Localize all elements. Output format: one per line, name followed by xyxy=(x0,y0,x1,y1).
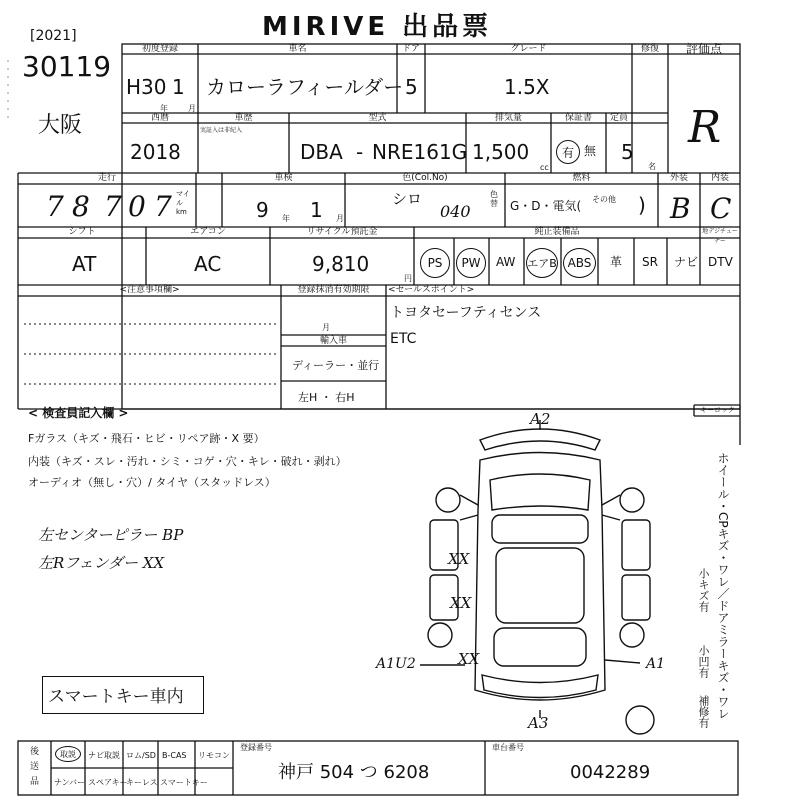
accessory-manual: 取説 xyxy=(55,746,81,762)
accessory-navi-manual: ナビ取説 xyxy=(88,751,120,760)
year-tag: [2021] xyxy=(30,28,77,44)
header-aircon: エアコン xyxy=(190,227,226,237)
score: R xyxy=(688,102,722,153)
sales-point-2: ETC xyxy=(390,331,417,347)
header-grade: グレード xyxy=(510,44,547,54)
header-warranty: 保証書 xyxy=(564,113,592,123)
month-unit: 月 xyxy=(188,104,196,113)
accessory-spare-key: スペアキー xyxy=(88,778,128,787)
year-unit: 年 xyxy=(160,104,168,113)
equipment-navi: ナビ xyxy=(674,255,699,269)
accessory-keyless: キーレス xyxy=(126,778,158,787)
header-frame-number: 車台番号 xyxy=(492,743,524,752)
accessory-rom-sd: ロム/SD xyxy=(126,751,156,760)
capacity: 5 xyxy=(621,140,634,164)
accessory-side-2: 送 xyxy=(30,762,40,772)
reg-number: 神戸 504 つ 6208 xyxy=(278,762,430,783)
header-import: 輸入車 xyxy=(319,336,347,346)
inspection-year-unit: 年 xyxy=(282,214,290,223)
color-number: 040 xyxy=(440,202,471,221)
aircon: AC xyxy=(194,252,222,276)
inspector-note-1: 左センターピラー BP xyxy=(38,526,184,544)
mileage-unit: マイル km xyxy=(176,190,190,216)
equipment-pw: PW xyxy=(456,248,486,278)
region: 大阪 xyxy=(38,113,83,138)
displacement: 1,500 xyxy=(472,140,530,164)
header-caution: <注意事項欄> xyxy=(119,285,180,295)
first-reg-month: 1 xyxy=(172,75,185,99)
mileage-digit-1: 7 xyxy=(46,190,76,223)
inspection-year: 9 xyxy=(256,198,269,222)
header-model: 型式 xyxy=(368,113,387,123)
header-inspection: 車検 xyxy=(274,173,293,183)
header-mileage: 走行 xyxy=(97,173,116,183)
mark-a3: A3 xyxy=(528,714,549,732)
mark-xx-2: XX xyxy=(450,594,472,612)
equipment-abs: ABS xyxy=(563,248,596,278)
persons-unit: 名 xyxy=(648,162,656,171)
car-name: カローラフィールダー xyxy=(206,75,404,99)
inspector-line-glass: Fガラス（キズ・飛石・ヒビ・リペア跡・X 要） xyxy=(28,432,265,445)
equipment-airbag: エアB xyxy=(526,248,558,278)
sales-point-1: トヨタセーフティセンス xyxy=(390,305,542,321)
import-type: ディーラー・並行 xyxy=(292,359,380,372)
yen-unit: 円 xyxy=(404,274,412,283)
inspection-month-unit: 月 xyxy=(336,214,344,223)
accessory-remote: リモコン xyxy=(198,751,230,760)
fuel-other: その他 xyxy=(592,195,616,204)
grade: 1.5X xyxy=(504,75,550,99)
warranty-no: 無 xyxy=(584,144,597,158)
recycle-fee: 9,810 xyxy=(312,252,370,276)
mileage-digit-4: 0 xyxy=(128,190,146,223)
color-change: 色替 xyxy=(490,190,498,208)
accessory-side-1: 後 xyxy=(30,747,40,757)
header-recycle: リサイクル預託金 xyxy=(306,227,378,237)
model-prefix: DBA xyxy=(300,140,343,164)
keylock-label: キーロック xyxy=(700,406,735,414)
document-title: MIRIVE 出品票 xyxy=(262,12,493,42)
right-side-small-2: 小凹有 xyxy=(697,645,710,678)
mileage-digit-3: 7 xyxy=(104,190,122,223)
inspector-line-audio: オーディオ（無し・穴）/ タイヤ（スタッドレス） xyxy=(28,476,276,489)
header-exterior: 外装 xyxy=(669,173,688,183)
mileage-digit-5: 7 xyxy=(154,190,172,223)
inspector-header: < 検査員記入欄 > xyxy=(28,406,129,420)
header-equipment: 純正装備品 xyxy=(534,227,580,237)
color: シロ xyxy=(392,190,423,208)
right-side-small-3: 補修有 xyxy=(697,695,710,728)
header-shift: シフト xyxy=(68,227,96,237)
model-dash: - xyxy=(356,140,364,164)
mileage-digit-2: 8 xyxy=(72,190,90,223)
header-interior: 内装 xyxy=(710,173,729,183)
equipment-leather: 革 xyxy=(610,255,623,269)
mark-a1: A1 xyxy=(646,656,666,672)
inspection-month: 1 xyxy=(310,198,323,222)
lot-number: 30119 xyxy=(22,50,112,83)
equipment-ps: PS xyxy=(420,248,450,278)
header-history: 車歴 xyxy=(234,113,253,123)
mark-xx-3: XX xyxy=(458,650,480,668)
mark-a2: A2 xyxy=(530,410,551,428)
fuel-close: ) xyxy=(638,193,646,217)
mark-xx-1: XX xyxy=(448,550,470,568)
frame-number: 0042289 xyxy=(570,762,651,783)
doors: 5 xyxy=(405,75,418,99)
header-score: 評価点 xyxy=(685,42,722,56)
history-note: 実証入は非紀入 xyxy=(200,127,243,134)
fuel: G・D・電気( xyxy=(510,199,582,213)
header-capacity: 定員 xyxy=(609,113,628,123)
western-year: 2018 xyxy=(130,140,181,164)
shift: AT xyxy=(72,252,97,276)
header-fuel: 燃料 xyxy=(572,173,591,183)
right-side-text: ホイール・CPキズ・ワレ／ドアミラーキズ・ワレ xyxy=(716,452,730,720)
header-western-year: 西暦 xyxy=(150,113,169,123)
accessory-smart-key: スマートキー xyxy=(160,778,208,787)
equipment-dtv: DTV xyxy=(708,255,733,269)
equipment-aw: AW xyxy=(496,255,516,269)
header-first-reg: 初度登録 xyxy=(141,44,178,54)
reg-month: 月 xyxy=(322,323,330,332)
steering: 左H ・ 右H xyxy=(298,391,355,404)
cc-unit: cc xyxy=(540,163,549,172)
header-tuner: 地デジチューナー xyxy=(702,228,738,245)
header-car-name: 車名 xyxy=(288,44,307,54)
model-code: NRE161G xyxy=(372,140,468,164)
header-reg-expiry: 登録抹消有効期限 xyxy=(297,285,370,295)
first-reg-era: H30 xyxy=(126,75,167,99)
inspector-line-interior: 内装（キズ・スレ・汚れ・シミ・コゲ・穴・キレ・破れ・剥れ） xyxy=(28,455,347,468)
smart-key-note: スマートキー車内 xyxy=(48,687,184,707)
equipment-sr: SR xyxy=(642,255,658,269)
header-color: 色(Col.No) xyxy=(402,173,448,183)
exterior-grade: B xyxy=(670,192,691,225)
car-damage-diagram xyxy=(420,420,660,740)
warranty-yes-circle: 有 xyxy=(556,140,580,164)
header-sales-point: <セールスポイント> xyxy=(388,285,475,295)
header-reg-number: 登録番号 xyxy=(240,743,272,752)
inspector-note-2: 左Rフェンダー XX xyxy=(38,554,165,572)
accessory-plate: ナンバー xyxy=(54,778,86,787)
header-doors: ドア xyxy=(402,44,420,54)
accessory-bcas: B-CAS xyxy=(162,751,187,760)
interior-grade: C xyxy=(710,192,732,225)
header-repair: 修復 xyxy=(640,44,659,54)
right-side-small-1: 小キズ有 xyxy=(697,568,710,612)
header-displacement: 排気量 xyxy=(494,113,522,123)
accessory-side-3: 品 xyxy=(30,777,40,787)
mark-a1u2: A1U2 xyxy=(376,656,416,672)
